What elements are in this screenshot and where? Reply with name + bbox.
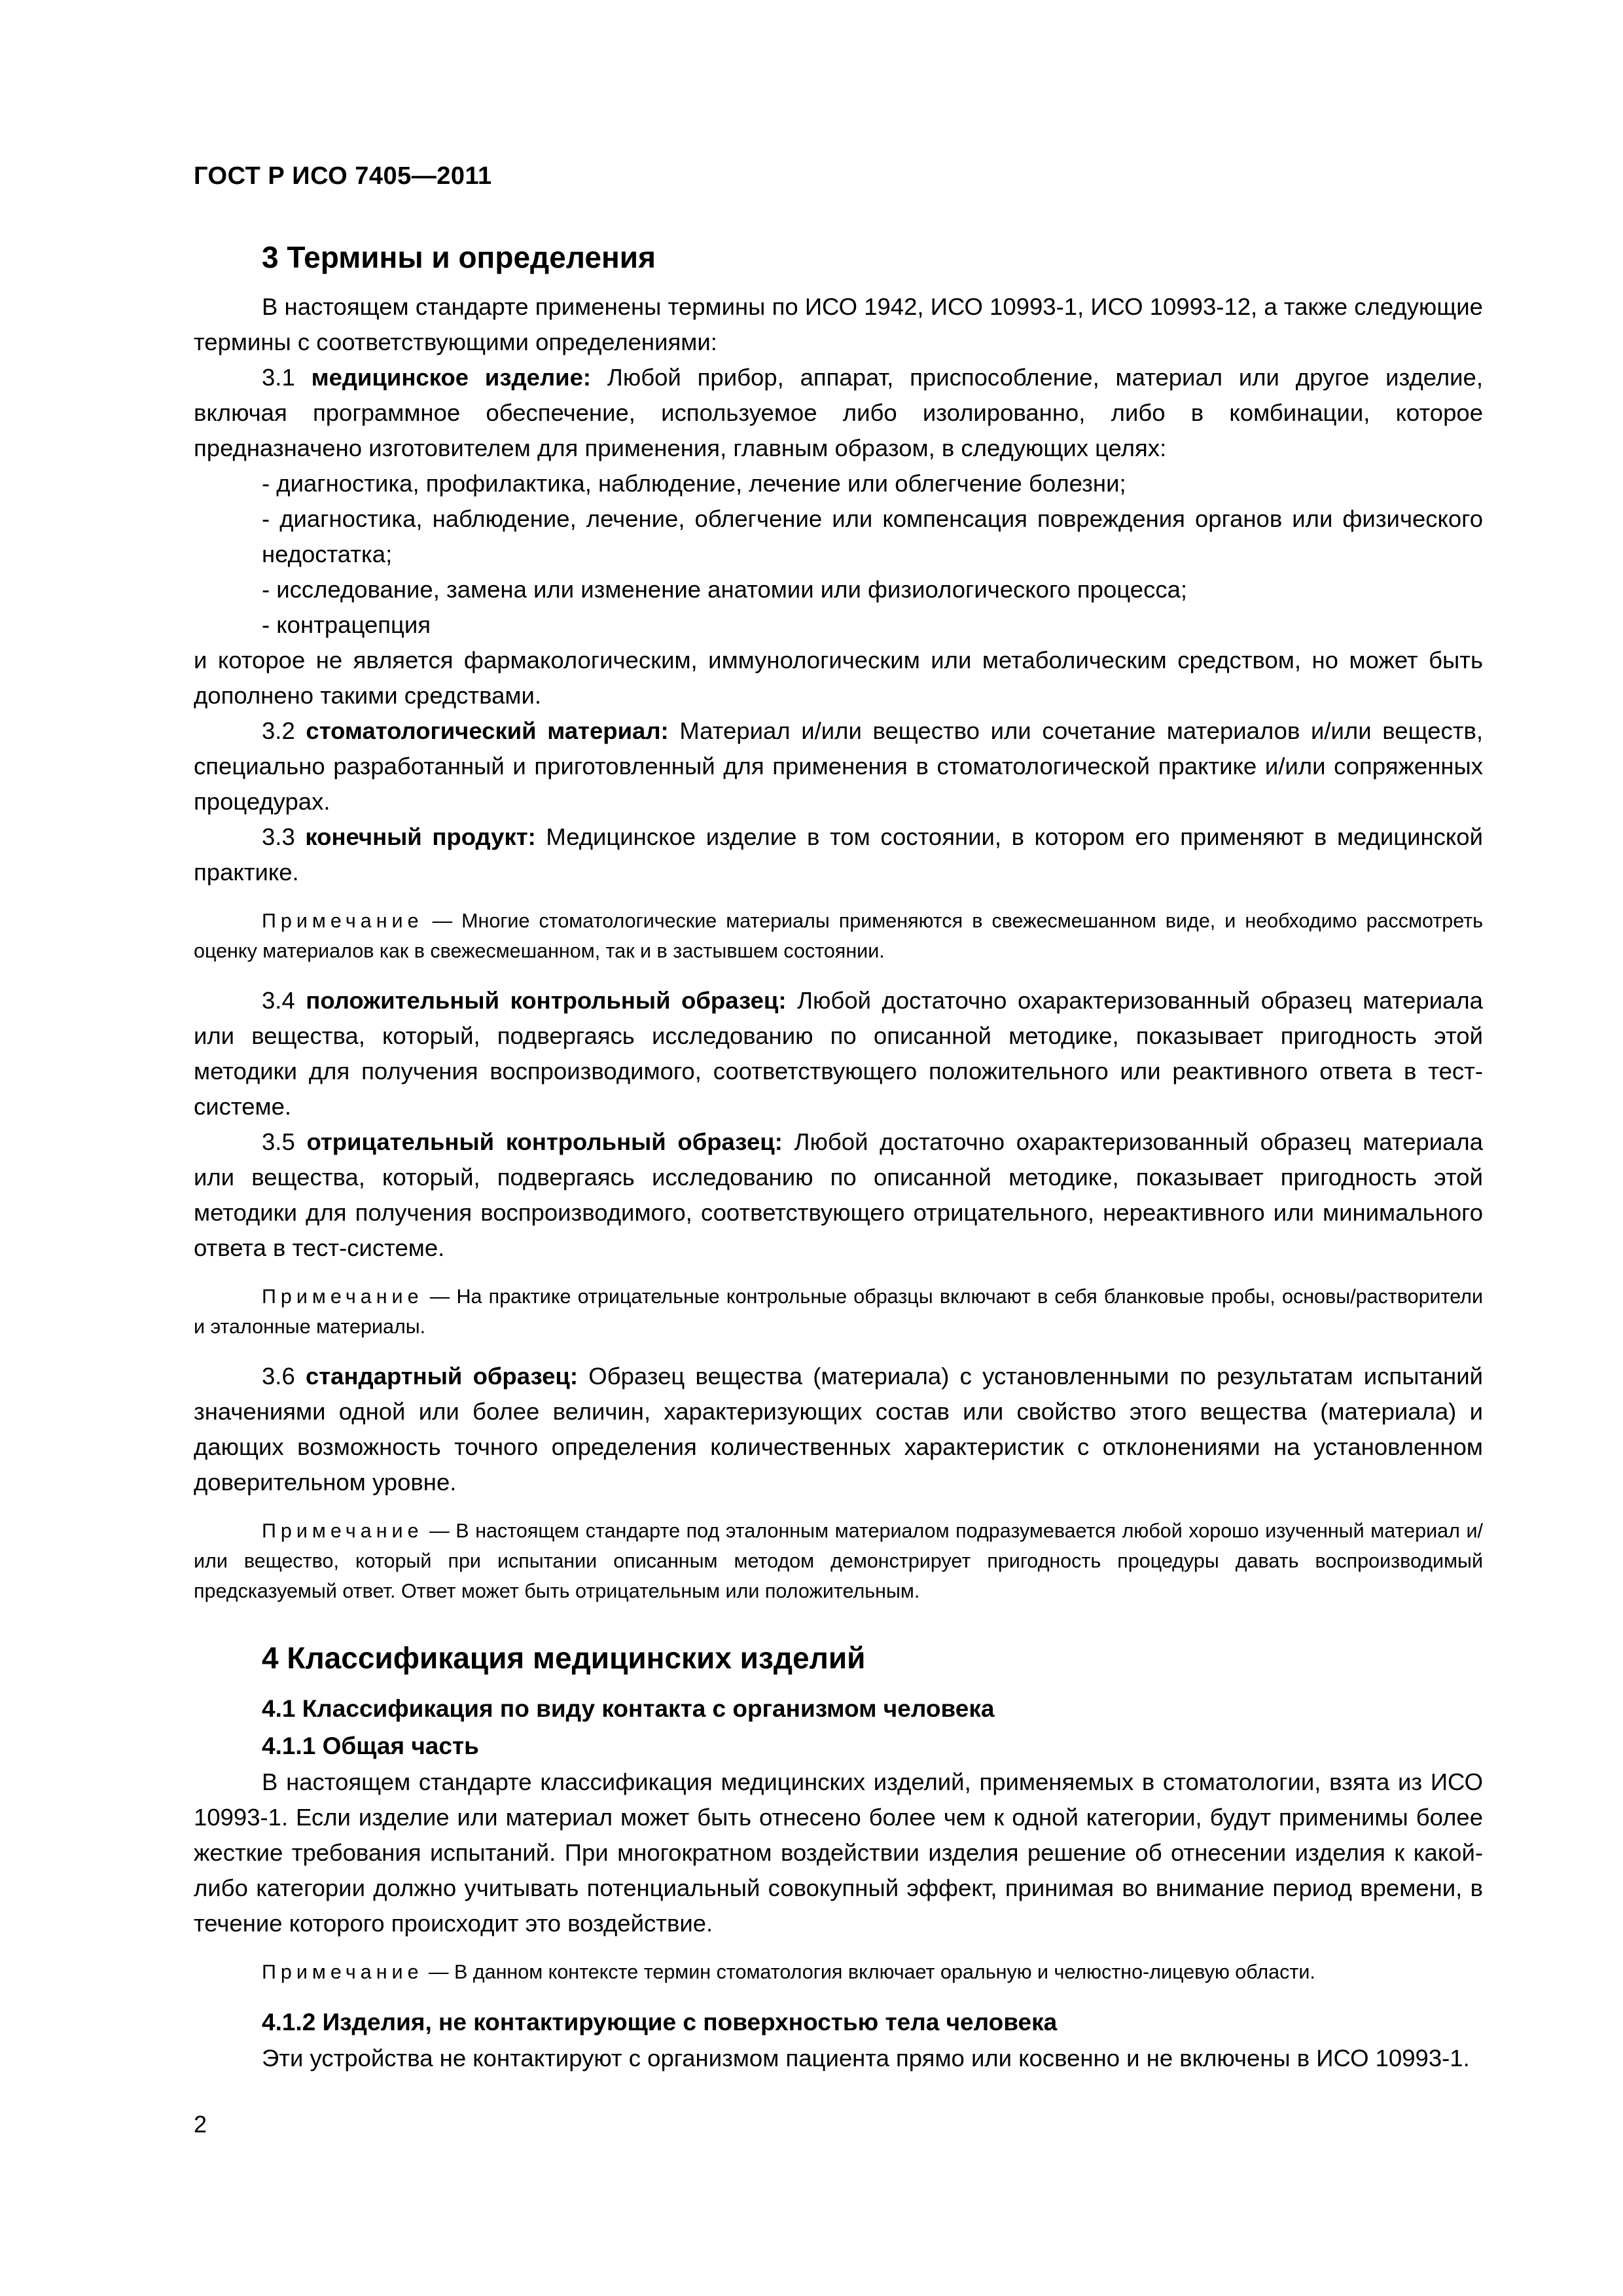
list-item: - исследование, замена или изменение анатомии или физиологического процесса; xyxy=(262,576,1188,603)
note xyxy=(194,1282,1483,1342)
page-number: 2 xyxy=(194,2111,207,2138)
term-number: 3.3 xyxy=(262,823,306,850)
note xyxy=(194,906,1483,966)
note-label: Примечание xyxy=(262,1961,423,1983)
note-text: — На практике отрицательные контрольные образцы включают в себя бланковые пробы, основы/растворители и эталонные материалы. xyxy=(194,1285,1483,1338)
list-item: - контрацепция xyxy=(262,611,431,638)
subsection-4-1-title: 4.1 Классификация по виду контакта с организмом человека xyxy=(262,1695,995,1722)
term-number: 3.5 xyxy=(262,1128,307,1155)
note xyxy=(194,1516,1483,1606)
term-name: стандартный образец: xyxy=(306,1363,579,1390)
term-3-2 xyxy=(194,713,1483,819)
term-3-1-tail: и которое не является фармакологическим, иммунологическим или метаболическим средством, но может быть дополнено такими средствами. xyxy=(194,647,1483,709)
term-name: отрицательный контрольный образец: xyxy=(306,1128,783,1155)
list-item: - диагностика, наблюдение, лечение, облегчение или компенсация повреждения органов или физического недостатка; xyxy=(262,505,1483,567)
section-4-title: 4 Классификация медицинских изделий xyxy=(262,1641,866,1675)
term-number: 3.1 xyxy=(262,364,312,391)
term-3-1 xyxy=(194,360,1483,466)
term-name: медицинское изделие: xyxy=(311,364,592,391)
term-number: 3.4 xyxy=(262,987,306,1014)
subsection-4-1-2-text: Эти устройства не контактируют с организмом пациента прямо или косвенно и не включены в ИСО 10993-1. xyxy=(262,2045,1470,2072)
note-text: — В данном контексте термин стоматология включает оральную и челюстно-лицевую области. xyxy=(423,1961,1315,1983)
term-name: положительный контрольный образец: xyxy=(306,987,787,1014)
term-name: конечный продукт: xyxy=(305,823,536,850)
note-label: Примечание xyxy=(262,910,423,932)
term-3-4 xyxy=(194,983,1483,1124)
document-header: ГОСТ Р ИСО 7405—2011 xyxy=(194,162,492,190)
note-label: Примечание xyxy=(262,1285,423,1308)
term-definition: Любой прибор, аппарат, приспособление, материал или другое изделие, включая программное обеспечение, используемое либо изолированно, либо в комбинации, которое предназначено изготовителем для применения, главным образом, в следующих целях: xyxy=(194,364,1483,461)
subsection-4-1-2-title: 4.1.2 Изделия, не контактирующие с поверхностью тела человека xyxy=(262,2009,1058,2036)
note-text: — Многие стоматологические материалы применяются в свежесмешанном виде, и необходимо рассмотреть оценку материалов как в свежесмешанном, так и в застывшем состоянии. xyxy=(194,910,1483,962)
term-definition: Материал и/или вещество или сочетание материалов и/или веществ, специально разработанный и приготовленный для применения в стоматологической практике и/или сопряженных процедурах. xyxy=(194,717,1483,815)
section-3-title: 3 Термины и определения xyxy=(262,240,656,274)
term-definition: Любой достаточно охарактеризованный образец материала или вещества, который, подвергаясь исследованию по описанной методике, показывает пригодность этой методики для получения воспроизводимого, соответствующего отрицательного, нереактивного или минимального ответа в тест-системе. xyxy=(194,1128,1483,1261)
note-label: Примечание xyxy=(262,1520,423,1542)
term-number: 3.2 xyxy=(262,717,306,744)
term-definition: Медицинское изделие в том состоянии, в котором его применяют в медицинской практике. xyxy=(194,823,1483,886)
term-number: 3.6 xyxy=(262,1363,306,1390)
subsection-4-1-1-text: В настоящем стандарте классификация медицинских изделий, применяемых в стоматологии, взята из ИСО 10993-1. Если изделие или материал может быть отнесено более чем к одной категории, будут применимы более жесткие требования испытаний. При многократном воздействии изделия решение об отнесении изделия к какой-либо категории должно учитывать потенциальный совокупный эффект, принимая во внимание период времени, в течение которого происходит это воздействие. xyxy=(194,1768,1483,1937)
term-3-6 xyxy=(194,1359,1483,1500)
term-name: стоматологический материал: xyxy=(306,717,669,744)
note-text: — В настоящем стандарте под эталонным материалом подразумевается любой хорошо изученный материал и/или вещество, который при испытании описанным методом демонстрирует пригодность процедуры давать воспроизводимый предсказуемый ответ. Ответ может быть отрицательным или положительным. xyxy=(194,1520,1483,1602)
term-definition: Образец вещества (материала) с установленными по результатам испытаний значениями одной или более величин, характеризующих состав или свойство этого вещества (материала) и дающих возможность точного определения количественных характеристик с отклонениями на установленном доверительном уровне. xyxy=(194,1363,1483,1496)
document-body xyxy=(194,236,1483,2076)
subsection-4-1-1-title: 4.1.1 Общая часть xyxy=(262,1732,479,1759)
term-3-5 xyxy=(194,1124,1483,1266)
section-3-intro: В настоящем стандарте применены термины по ИСО 1942, ИСО 10993-1, ИСО 10993-12, а также следующие термины с соответствующими определениями: xyxy=(194,293,1483,355)
note xyxy=(194,1957,1483,1987)
term-3-3 xyxy=(194,819,1483,890)
list-item: - диагностика, профилактика, наблюдение, лечение или облегчение болезни; xyxy=(262,470,1126,497)
term-definition: Любой достаточно охарактеризованный образец материала или вещества, который, подвергаясь исследованию по описанной методике, показывает пригодность этой методики для получения воспроизводимого, соответствующего положительного или реактивного ответа в тест-системе. xyxy=(194,987,1483,1120)
